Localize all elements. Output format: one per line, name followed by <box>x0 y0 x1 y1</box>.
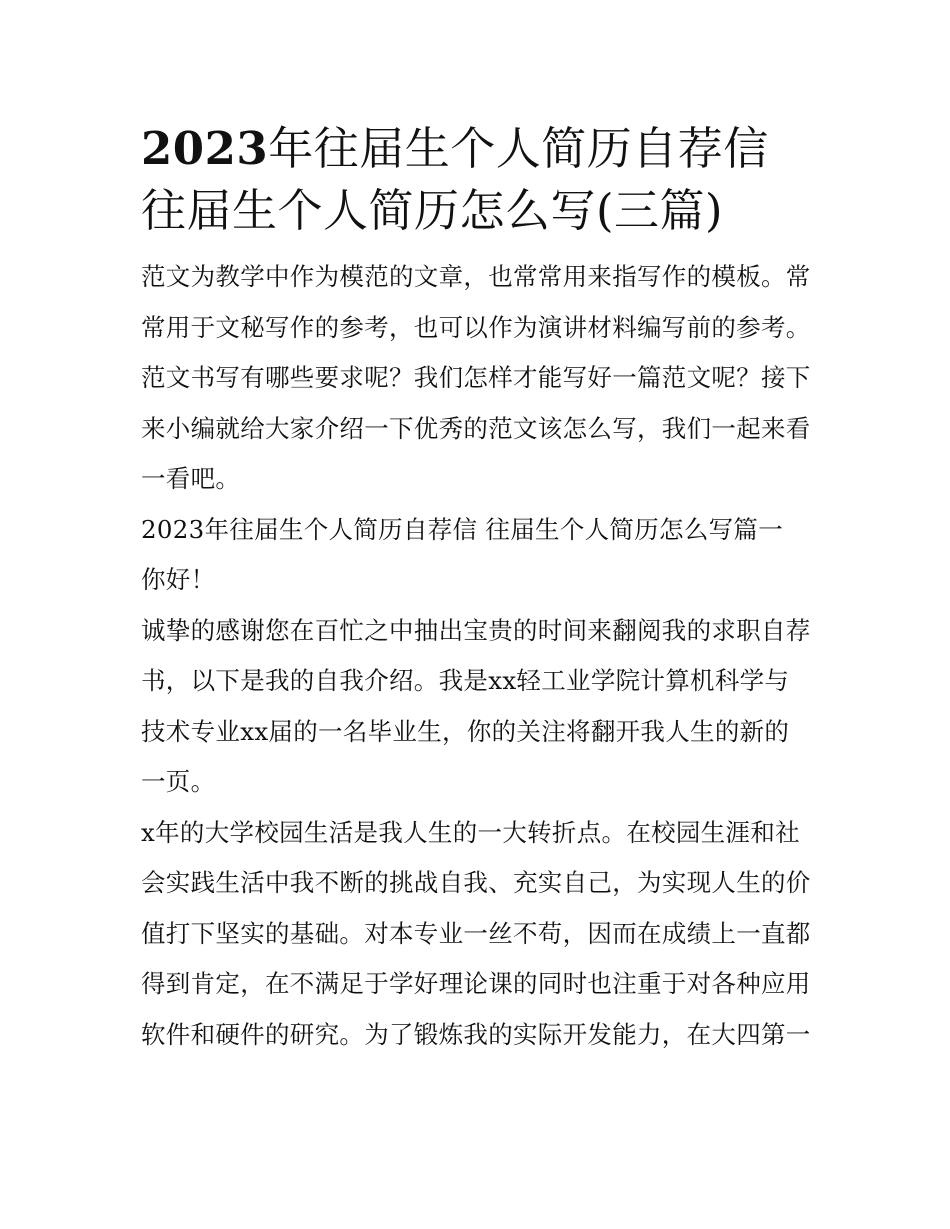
document-body <box>141 118 811 1060</box>
title-line2-text: 往届生个人简历怎么写(三篇) <box>141 184 724 237</box>
paragraph-intro: 范文为教学中作为模范的文章，也常常用来指写作的模板。常常用于文秘写作的参考，也可以作为演讲材料编写前的参考。范文书写有哪些要求呢？我们怎样才能写好一篇范文呢？接下来小编就给大家介绍一下优秀的范文该怎么写，我们一起来看一看吧。 <box>141 262 811 493</box>
paragraph-university-life: x年的大学校园生活是我人生的一大转折点。在校园生涯和社会实践生活中我不断的挑战自我、充实自己，为实现人生的价值打下坚实的基础。对本专业一丝不苟，因而在成绩上一直都得到肯定，在不满足于学好理论课的同时也注重于对各种应用软件和硬件的研究。为了锻炼我的实际开发能力，在大四第一 <box>141 817 811 1049</box>
title-year: 2023 <box>141 122 269 175</box>
document-title <box>141 118 811 242</box>
paragraph-heading-greeting: 2023年往届生个人简历自荐信 往届生个人简历怎么写篇一 你好！ <box>141 514 784 594</box>
paragraph-self-introduction: 诚挚的感谢您在百忙之中抽出宝贵的时间来翻阅我的求职自荐书，以下是我的自我介绍。我是xx轻工业学院计算机科学与技术专业xx届的一名毕业生，你的关注将翻开我人生的新的一页。 <box>141 615 811 796</box>
title-line1-text: 年往届生个人简历自荐信 <box>268 122 769 175</box>
